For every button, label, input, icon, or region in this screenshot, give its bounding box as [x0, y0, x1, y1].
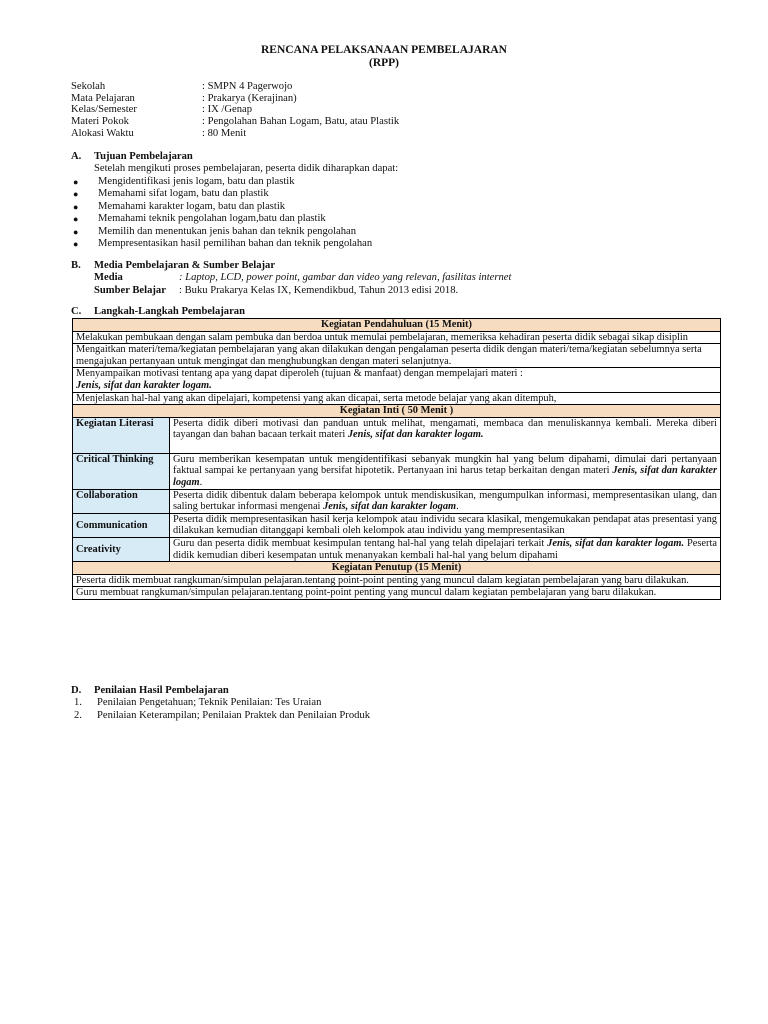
row-label: Creativity	[73, 537, 170, 561]
identity-row	[71, 93, 399, 105]
section-heading	[71, 151, 398, 163]
inti-header: Kegiatan Inti ( 50 Menit )	[73, 405, 721, 418]
table-cell: Menjelaskan hal-hal yang akan dipelajari, kompetensi yang akan dicapai, serta metode belajar yang akan ditempuh,	[73, 392, 721, 405]
row-label: Critical Thinking	[73, 453, 170, 489]
cell-text: Peserta didik diberi motivasi dan panduan untuk melihat, mengamati, membaca dan menuliskannya kembali. Mereka diberi tayangan dan bahan bacaan terkait materi	[173, 417, 717, 441]
table-row	[73, 574, 721, 587]
table-row	[73, 537, 721, 561]
assessment-list	[71, 697, 370, 722]
table-row	[73, 368, 721, 392]
bullet-icon: ●	[73, 201, 79, 212]
table-cell: Peserta didik mempresentasikan hasil kerja kelompok atau individu secara klasikal, mengemukakan pendapat atas presentasi yang dilakukan kemudian ditanggapi kembali oleh kelompok atau individu yang mempresentasikan	[170, 513, 721, 537]
list-item-text: Mengidentifikasi jenis logam, batu dan plastik	[98, 175, 295, 187]
identity-value: : Prakarya (Kerajinan)	[202, 92, 297, 104]
list-item-text: Penilaian Pengetahuan; Teknik Penilaian: Tes Uraian	[97, 697, 322, 709]
section-penilaian	[71, 685, 370, 722]
table-cell: Mengaitkan materi/tema/kegiatan pembelajaran yang akan dilakukan dengan pengalaman peserta didik dengan materi/tema/kegiatan sebelumnya serta mengajukan pertanyaan untuk mengingat dan menghubungkan dengan materi selanjutnya.	[73, 344, 721, 368]
table-row	[73, 392, 721, 405]
identity-row	[71, 128, 399, 140]
table-row	[73, 562, 721, 575]
objective-list	[71, 176, 398, 251]
table-cell: Peserta didik membuat rangkuman/simpulan pelajaran.tentang point-point penting yang muncul dalam kegiatan pembelajaran yang baru dilakukan.	[73, 574, 721, 587]
table-cell: Guru membuat rangkuman/simpulan pelajaran.tentang point-point penting yang muncul dalam kegiatan pembelajaran yang baru dilakukan.	[73, 587, 721, 600]
section-number: B.	[71, 260, 81, 271]
identity-key: Mata Pelajaran	[71, 92, 135, 104]
identity-value: : Pengolahan Bahan Logam, Batu, atau Plastik	[202, 116, 400, 128]
section-number: D.	[71, 685, 82, 696]
motivasi-text: Menyampaikan motivasi tentang apa yang dapat diperoleh (tujuan & manfaat) dengan mempelajari materi :	[76, 368, 523, 380]
table-row	[73, 319, 721, 332]
source-value: : Buku Prakarya Kelas IX, Kemendikbud, Tahun 2013 edisi 2018.	[179, 284, 459, 296]
table-row	[73, 417, 721, 453]
identity-key: Sekolah	[71, 81, 106, 92]
table-cell	[170, 537, 721, 561]
section-langkah	[71, 306, 245, 318]
list-item	[71, 710, 370, 722]
identity-row	[71, 81, 399, 93]
list-item	[71, 226, 398, 239]
cell-emphasis: Jenis, sifat dan karakter logam	[173, 465, 717, 488]
document-title: RENCANA PELAKSANAAN PEMBELAJARAN	[261, 44, 507, 56]
list-number: 2.	[74, 709, 82, 721]
table-row	[73, 344, 721, 368]
table-cell	[73, 368, 721, 392]
identity-key: Materi Pokok	[71, 116, 129, 128]
source-row	[71, 285, 511, 297]
section-intro: Setelah mengikuti proses pembelajaran, peserta didik diharapkan dapat:	[94, 163, 399, 175]
cell-emphasis: Jenis, sifat dan karakter logam.	[347, 429, 484, 441]
motivasi-emphasis: Jenis, sifat dan karakter logam.	[76, 379, 212, 391]
section-tujuan	[71, 151, 398, 251]
section-heading	[71, 260, 511, 272]
row-label: Kegiatan Literasi	[73, 417, 170, 453]
section-media	[71, 260, 511, 297]
list-item-text: Memahami teknik pengolahan logam,batu dan plastik	[98, 213, 326, 225]
list-item	[71, 176, 398, 189]
list-item	[71, 188, 398, 201]
table-row	[73, 489, 721, 513]
bullet-icon: ●	[73, 176, 79, 187]
identity-value: : IX /Genap	[202, 104, 253, 116]
penutup-header: Kegiatan Penutup (15 Menit)	[73, 562, 721, 575]
cell-emphasis: Jenis, sifat dan karakter logam.	[547, 537, 685, 549]
row-label: Communication	[73, 513, 170, 537]
cell-text: Guru memberikan kesempatan untuk mengidentifikasi sebanyak mungkin hal yang belum dipahami, dimulai dari pertanyaan faktual sampai ke pertanyaan yang bersifat hipotetik. Pertanyaan ini harus tetap berkaitan dengan materi	[173, 453, 717, 477]
bullet-icon: ●	[73, 239, 79, 250]
identity-row	[71, 104, 399, 116]
table-cell: Melakukan pembukaan dengan salam pembuka dan berdoa untuk memulai pembelajaran, memeriksa kehadiran peserta didik sebagai sikap disiplin	[73, 331, 721, 344]
list-item-text: Memahami karakter logam, batu dan plastik	[98, 200, 286, 212]
list-item-text: Memilih dan menentukan jenis bahan dan teknik pengolahan	[98, 225, 357, 237]
list-item	[71, 697, 370, 709]
table-row	[73, 587, 721, 600]
media-label: Media	[94, 272, 123, 284]
media-value: : Laptop, LCD, power point, gambar dan video yang relevan, fasilitas internet	[179, 272, 512, 284]
list-item	[71, 238, 398, 251]
media-row	[71, 272, 511, 284]
identity-row	[71, 116, 399, 128]
steps-table	[72, 318, 721, 600]
source-label: Sumber Belajar	[94, 284, 166, 296]
table-cell: Guru memberikan kesempatan untuk mengidentifikasi sebanyak mungkin hal yang belum dipahami, dimulai dari pertanyaan faktual sampai ke pertanyaan yang bersifat hipotetik. Pertanyaan ini harus tetap berkaitan dengan materi Jenis, sifat dan karakter logam.	[170, 453, 721, 489]
table-row	[73, 453, 721, 489]
section-number: C.	[71, 306, 82, 317]
identity-key: Kelas/Semester	[71, 104, 137, 116]
table-cell: Peserta didik dibentuk dalam beberapa kelompok untuk mendiskusikan, mengumpulkan informasi, mempresentasikan ulang, dan saling bertukar informasi mengenai Jenis, sifat dan karakter logam.	[170, 489, 721, 513]
list-item-text: Mempresentasikan hasil pemilihan bahan dan teknik pengolahan	[98, 238, 373, 250]
cell-text: Peserta didik kemudian diberi kesempatan untuk menanyakan kembali hal-hal yang belum dipahami	[173, 537, 717, 561]
table-row	[73, 331, 721, 344]
section-heading	[71, 306, 245, 318]
table-row	[73, 513, 721, 537]
bullet-icon: ●	[73, 189, 79, 200]
row-label: Collaboration	[73, 489, 170, 513]
bullet-icon: ●	[73, 226, 79, 237]
list-item-text: Penilaian Keterampilan; Penilaian Praktek dan Penilaian Produk	[97, 709, 371, 721]
table-cell	[170, 417, 721, 453]
document-subtitle: (RPP)	[368, 57, 399, 69]
identity-value: : 80 Menit	[202, 127, 247, 139]
section-number: A.	[71, 151, 82, 162]
cell-emphasis: Jenis, sifat dan karakter logam	[323, 501, 457, 513]
pendahuluan-header: Kegiatan Pendahuluan (15 Menit)	[73, 319, 721, 332]
list-number: 1.	[74, 697, 82, 709]
list-item-text: Memahami sifat logam, batu dan plastik	[98, 188, 269, 200]
identity-key: Alokasi Waktu	[71, 127, 134, 139]
cell-text: Peserta didik dibentuk dalam beberapa kelompok untuk mendiskusikan, mengumpulkan informasi, mempresentasikan ulang, dan saling bertukar informasi mengenai	[173, 489, 717, 513]
section-title: Langkah-Langkah Pembelajaran	[94, 306, 245, 317]
identity-block	[71, 81, 399, 139]
table-row	[73, 405, 721, 418]
section-title: Tujuan Pembelajaran	[94, 151, 193, 162]
section-title: Penilaian Hasil Pembelajaran	[94, 685, 229, 696]
identity-value: : SMPN 4 Pagerwojo	[202, 81, 293, 92]
bullet-icon: ●	[73, 214, 79, 225]
list-item	[71, 201, 398, 214]
cell-text: Guru dan peserta didik membuat kesimpulan tentang hal-hal yang telah dipelajari terkait	[173, 537, 545, 549]
section-title: Media Pembelajaran & Sumber Belajar	[94, 260, 276, 271]
section-heading	[71, 685, 370, 697]
list-item	[71, 213, 398, 226]
